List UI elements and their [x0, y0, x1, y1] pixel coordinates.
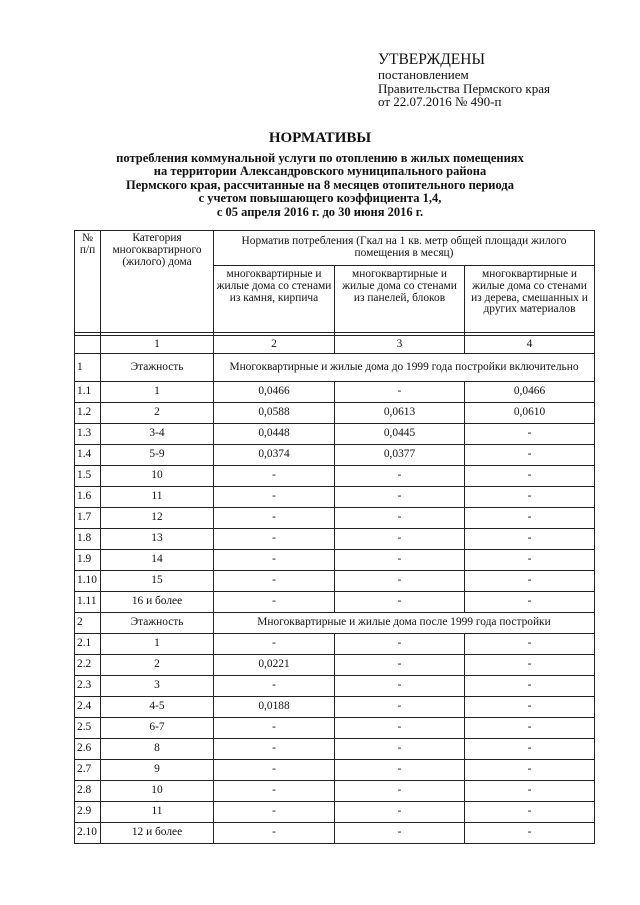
- subtitle-line: с 05 апреля 2016 г. до 30 июня 2016 г.: [216, 204, 424, 219]
- column-number: 4: [465, 336, 595, 354]
- row-stone-brick: -: [214, 802, 335, 823]
- column-number: 1: [101, 336, 214, 354]
- row-wood-mixed: -: [465, 760, 595, 781]
- row-stone-brick: -: [214, 550, 335, 571]
- row-num: 2.8: [75, 781, 101, 802]
- row-floors: 12 и более: [101, 823, 214, 844]
- row-panel-block: -: [335, 466, 465, 487]
- header-col-wood-mixed: многоквартирные и жилые дома со стенами из дерева, смешанных и других материалов: [465, 266, 595, 333]
- row-stone-brick: -: [214, 781, 335, 802]
- header-col-panel-block: многоквартирные и жилые дома со стенами из панелей, блоков: [335, 266, 465, 333]
- row-wood-mixed: -: [465, 571, 595, 592]
- row-floors: 3-4: [101, 424, 214, 445]
- row-stone-brick: 0,0466: [214, 382, 335, 403]
- table-row: [75, 382, 595, 403]
- row-stone-brick: -: [214, 592, 335, 613]
- row-stone-brick: 0,0221: [214, 655, 335, 676]
- row-num: 1.7: [75, 508, 101, 529]
- subtitle-line: потребления коммунальной услуги по отоплению в жилых помещениях: [116, 151, 524, 165]
- row-panel-block: -: [335, 676, 465, 697]
- row-stone-brick: -: [214, 739, 335, 760]
- subtitle-line: Пермского края, рассчитанные на 8 месяцев отопительного периода: [126, 177, 514, 192]
- row-stone-brick: -: [214, 487, 335, 508]
- row-num: 1.6: [75, 487, 101, 508]
- row-wood-mixed: -: [465, 676, 595, 697]
- row-floors: 1: [101, 382, 214, 403]
- row-panel-block: -: [335, 550, 465, 571]
- row-stone-brick: -: [214, 676, 335, 697]
- row-stone-brick: -: [214, 508, 335, 529]
- table-row: [75, 676, 595, 697]
- row-floors: 5-9: [101, 445, 214, 466]
- row-num: 2.3: [75, 676, 101, 697]
- table-row: [75, 508, 595, 529]
- row-floors: 15: [101, 571, 214, 592]
- approval-line-3: Правительства Пермского края: [378, 80, 550, 96]
- row-stone-brick: -: [214, 529, 335, 550]
- row-floors: 4-5: [101, 697, 214, 718]
- row-floors: 13: [101, 529, 214, 550]
- table-row: [75, 529, 595, 550]
- table-row: [75, 592, 595, 613]
- row-wood-mixed: -: [465, 550, 595, 571]
- row-num: 2.10: [75, 823, 101, 844]
- approval-title: УТВЕРЖДЕНЫ: [378, 51, 485, 68]
- section-1-title: Многоквартирные и жилые дома до 1999 года постройки включительно: [214, 354, 595, 382]
- row-num: 1.8: [75, 529, 101, 550]
- row-floors: 12: [101, 508, 214, 529]
- row-panel-block: -: [335, 655, 465, 676]
- table-row: [75, 718, 595, 739]
- row-num: 1.2: [75, 403, 101, 424]
- row-wood-mixed: -: [465, 697, 595, 718]
- column-number-blank: [75, 336, 101, 354]
- row-wood-mixed: -: [465, 739, 595, 760]
- header-norm: Норматив потребления (Гкал на 1 кв. метр общей площади жилого помещения в месяц): [214, 231, 595, 266]
- document-title: НОРМАТИВЫ: [268, 130, 372, 146]
- row-panel-block: -: [335, 781, 465, 802]
- column-number: 2: [214, 336, 335, 354]
- table-row: [75, 781, 595, 802]
- table-row: [75, 445, 595, 466]
- row-num: 2.2: [75, 655, 101, 676]
- row-stone-brick: -: [214, 823, 335, 844]
- section-2-category: Этажность: [101, 613, 214, 634]
- row-panel-block: -: [335, 529, 465, 550]
- row-floors: 2: [101, 403, 214, 424]
- row-num: 1.4: [75, 445, 101, 466]
- row-floors: 1: [101, 634, 214, 655]
- row-floors: 16 и более: [101, 592, 214, 613]
- row-num: 1.10: [75, 571, 101, 592]
- table-row: [75, 823, 595, 844]
- row-stone-brick: -: [214, 634, 335, 655]
- row-floors: 11: [101, 802, 214, 823]
- table-row: [75, 571, 595, 592]
- row-floors: 10: [101, 781, 214, 802]
- section-1-category: Этажность: [101, 354, 214, 382]
- row-panel-block: -: [335, 592, 465, 613]
- row-num: 2.5: [75, 718, 101, 739]
- section-1-num: 1: [75, 354, 101, 382]
- table-row: [75, 655, 595, 676]
- row-wood-mixed: -: [465, 592, 595, 613]
- row-stone-brick: 0,0588: [214, 403, 335, 424]
- table-row: [75, 550, 595, 571]
- row-num: 2.7: [75, 760, 101, 781]
- row-floors: 2: [101, 655, 214, 676]
- row-floors: 8: [101, 739, 214, 760]
- row-panel-block: -: [335, 508, 465, 529]
- header-category: Категория многоквартирного (жилого) дома: [101, 231, 214, 333]
- row-panel-block: 0,0377: [335, 445, 465, 466]
- row-wood-mixed: -: [465, 508, 595, 529]
- row-floors: 14: [101, 550, 214, 571]
- table-row: [75, 403, 595, 424]
- row-num: 1.11: [75, 592, 101, 613]
- row-panel-block: -: [335, 634, 465, 655]
- approval-stamp: [378, 52, 550, 109]
- row-num: 1.1: [75, 382, 101, 403]
- row-stone-brick: 0,0188: [214, 697, 335, 718]
- row-num: 2.1: [75, 634, 101, 655]
- row-panel-block: -: [335, 802, 465, 823]
- norms-table: [74, 230, 595, 844]
- header-num: № п/п: [75, 231, 101, 333]
- row-wood-mixed: -: [465, 487, 595, 508]
- approval-line-4: от 22.07.2016 № 490-п: [378, 94, 502, 109]
- table-row: [75, 760, 595, 781]
- row-wood-mixed: -: [465, 529, 595, 550]
- row-panel-block: -: [335, 823, 465, 844]
- row-wood-mixed: -: [465, 466, 595, 487]
- table-row: [75, 634, 595, 655]
- table-row: [75, 802, 595, 823]
- row-num: 2.4: [75, 697, 101, 718]
- row-panel-block: 0,0445: [335, 424, 465, 445]
- row-panel-block: -: [335, 382, 465, 403]
- row-wood-mixed: -: [465, 634, 595, 655]
- table-row: [75, 697, 595, 718]
- column-number: 3: [335, 336, 465, 354]
- row-wood-mixed: -: [465, 655, 595, 676]
- row-panel-block: -: [335, 487, 465, 508]
- row-panel-block: 0,0613: [335, 403, 465, 424]
- table-row: [75, 466, 595, 487]
- table-row: [75, 424, 595, 445]
- approval-line-2: постановлением: [378, 67, 469, 82]
- row-floors: 9: [101, 760, 214, 781]
- section-2-num: 2: [75, 613, 101, 634]
- row-panel-block: -: [335, 697, 465, 718]
- row-floors: 3: [101, 676, 214, 697]
- row-stone-brick: 0,0448: [214, 424, 335, 445]
- row-panel-block: -: [335, 760, 465, 781]
- row-wood-mixed: -: [465, 781, 595, 802]
- row-stone-brick: -: [214, 466, 335, 487]
- row-wood-mixed: -: [465, 802, 595, 823]
- row-panel-block: -: [335, 571, 465, 592]
- row-num: 1.3: [75, 424, 101, 445]
- section-2-title: Многоквартирные и жилые дома после 1999 года постройки: [214, 613, 595, 634]
- row-num: 1.5: [75, 466, 101, 487]
- table-row: [75, 487, 595, 508]
- subtitle-line: с учетом повышающего коэффициента 1,4,: [198, 191, 442, 206]
- row-num: 2.6: [75, 739, 101, 760]
- row-num: 2.9: [75, 802, 101, 823]
- row-floors: 10: [101, 466, 214, 487]
- row-wood-mixed: -: [465, 424, 595, 445]
- row-stone-brick: 0,0374: [214, 445, 335, 466]
- row-panel-block: -: [335, 718, 465, 739]
- row-wood-mixed: 0,0466: [465, 382, 595, 403]
- header-col-stone-brick: многоквартирные и жилые дома со стенами из камня, кирпича: [214, 266, 335, 333]
- subtitle-line: на территории Александровского муниципального района: [153, 164, 487, 179]
- row-wood-mixed: 0,0610: [465, 403, 595, 424]
- row-stone-brick: -: [214, 718, 335, 739]
- row-wood-mixed: -: [465, 823, 595, 844]
- row-floors: 11: [101, 487, 214, 508]
- row-stone-brick: -: [214, 760, 335, 781]
- document-subtitle: [60, 152, 580, 219]
- row-panel-block: -: [335, 739, 465, 760]
- row-stone-brick: -: [214, 571, 335, 592]
- table-row: [75, 739, 595, 760]
- row-wood-mixed: -: [465, 718, 595, 739]
- row-wood-mixed: -: [465, 445, 595, 466]
- row-num: 1.9: [75, 550, 101, 571]
- row-floors: 6-7: [101, 718, 214, 739]
